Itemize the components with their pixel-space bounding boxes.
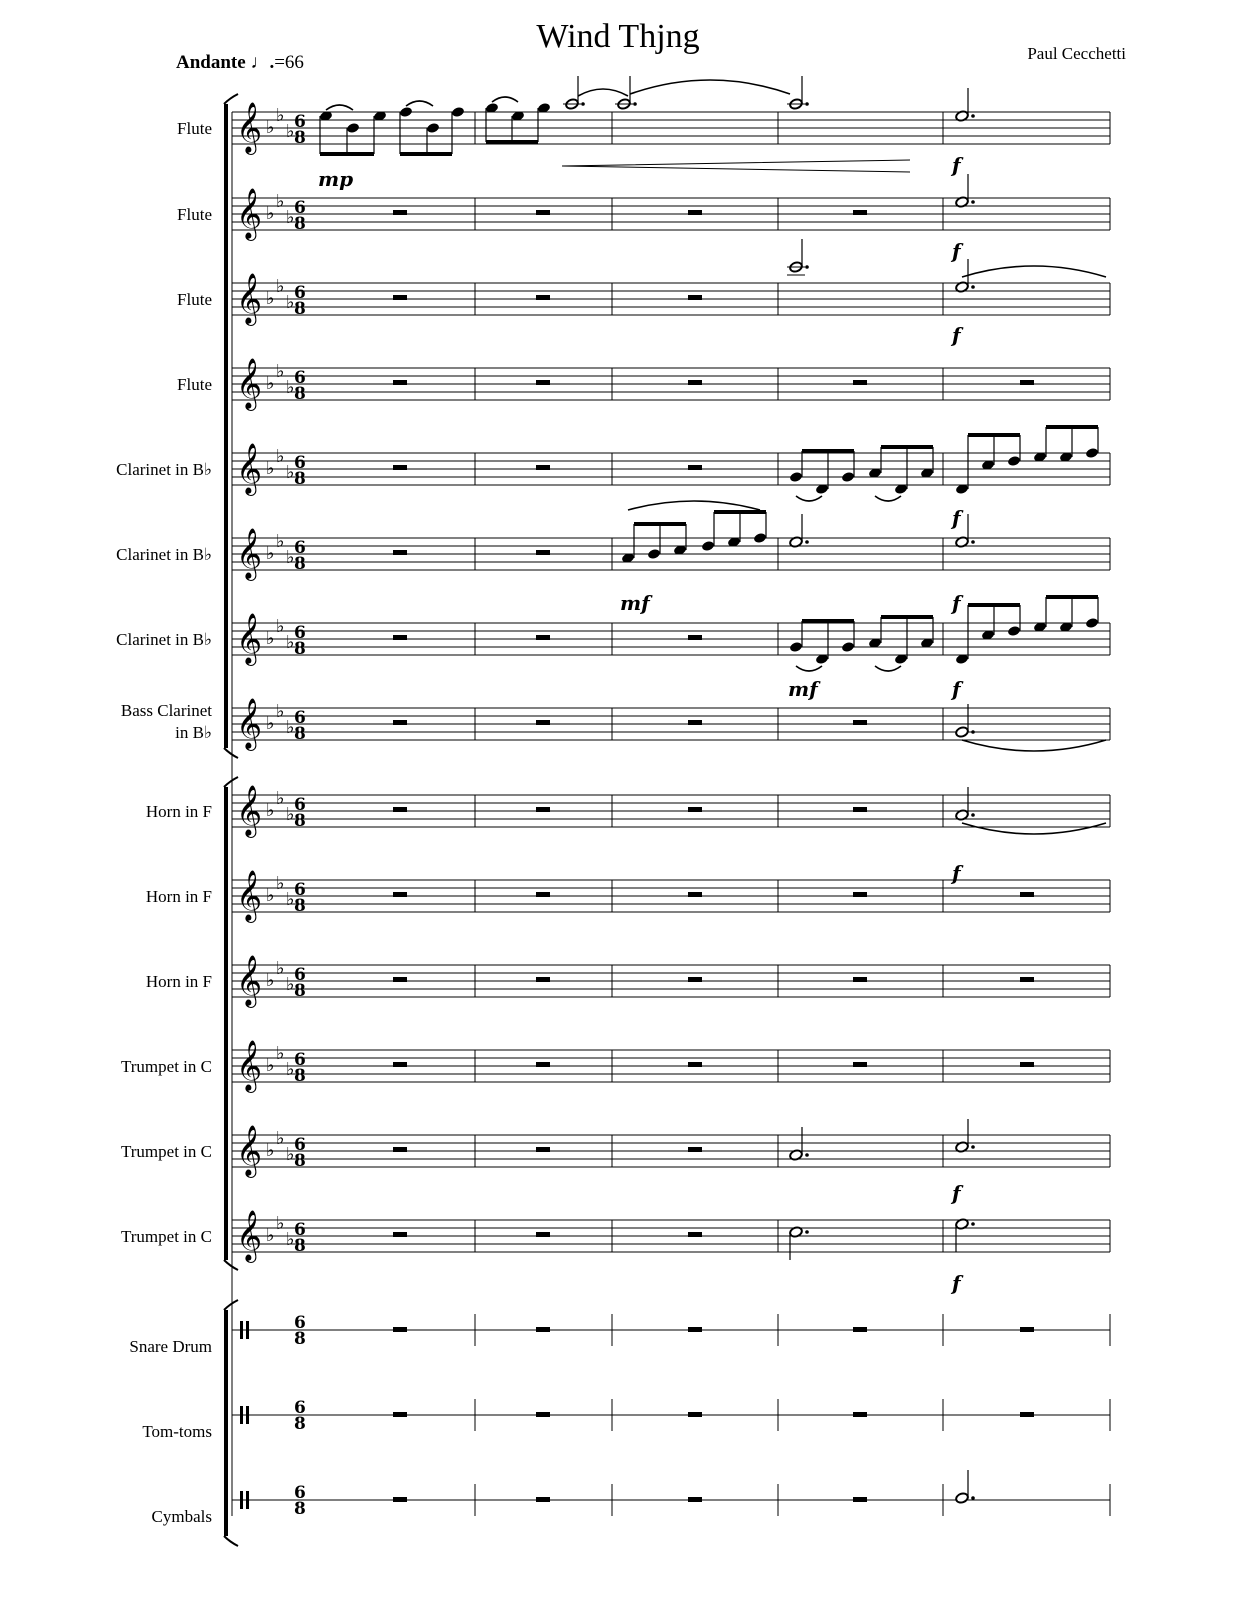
whole-rest xyxy=(393,465,407,470)
flat-icon: ♭ xyxy=(276,873,285,894)
time-sig-numerator: 6 xyxy=(294,112,306,132)
slur xyxy=(962,266,1106,277)
time-sig-numerator: 6 xyxy=(294,708,306,728)
slur xyxy=(962,823,1106,834)
treble-clef-icon: 𝄞 xyxy=(236,785,263,836)
staff-label: Flute xyxy=(177,205,212,224)
flat-icon: ♭ xyxy=(266,543,275,564)
dynamic-f: f xyxy=(952,239,961,263)
whole-rest xyxy=(688,1412,702,1417)
whole-rest xyxy=(1020,1327,1034,1332)
slur xyxy=(578,89,628,96)
whole-rest xyxy=(536,1327,550,1332)
group-bracket xyxy=(224,1260,238,1270)
treble-clef-icon: 𝄞 xyxy=(236,358,263,409)
group-bracket xyxy=(224,1300,238,1310)
eighth-note xyxy=(451,106,465,118)
slur xyxy=(406,101,433,106)
eighth-note xyxy=(701,540,715,552)
dotted-half-rest xyxy=(1020,977,1034,982)
augmentation-dot xyxy=(805,265,809,269)
flat-icon: ♭ xyxy=(276,105,285,126)
whole-rest xyxy=(536,465,550,470)
whole-rest xyxy=(393,977,407,982)
time-sig-numerator: 6 xyxy=(294,283,306,303)
staff-label: Clarinet in B♭ xyxy=(116,460,212,479)
time-sig-denominator: 8 xyxy=(294,1236,306,1256)
whole-rest xyxy=(853,1062,867,1067)
time-sig-numerator: 6 xyxy=(294,538,306,558)
whole-rest xyxy=(536,977,550,982)
flat-icon: ♭ xyxy=(276,276,285,297)
augmentation-dot xyxy=(805,540,809,544)
flat-icon: ♭ xyxy=(286,889,295,910)
augmentation-dot xyxy=(805,102,809,106)
tempo-text: Andante xyxy=(176,52,246,73)
time-sig-numerator: 6 xyxy=(294,795,306,815)
whole-rest xyxy=(853,720,867,725)
whole-rest xyxy=(853,807,867,812)
slur xyxy=(326,105,353,110)
whole-rest xyxy=(393,1232,407,1237)
flat-icon: ♭ xyxy=(266,288,275,309)
time-sig-denominator: 8 xyxy=(294,128,306,148)
whole-rest xyxy=(688,1232,702,1237)
staff-label: Snare Drum xyxy=(129,1337,212,1356)
time-sig-denominator: 8 xyxy=(294,469,306,489)
time-sig-numerator: 6 xyxy=(294,1398,306,1418)
dynamic-mf: mf xyxy=(788,677,818,701)
whole-rest xyxy=(688,1062,702,1067)
whole-rest xyxy=(1020,1412,1034,1417)
flat-icon: ♭ xyxy=(286,1229,295,1250)
whole-rest xyxy=(536,550,550,555)
flat-icon: ♭ xyxy=(276,958,285,979)
whole-rest xyxy=(688,635,702,640)
marks-layer xyxy=(236,76,1106,1519)
whole-rest xyxy=(536,210,550,215)
staff-label: Flute xyxy=(177,375,212,394)
staff-label: Trumpet in C xyxy=(120,1057,212,1076)
eighth-note xyxy=(789,471,803,483)
dotted-half-rest xyxy=(1020,380,1034,385)
staff-label: Flute xyxy=(177,290,212,309)
treble-clef-icon: 𝄞 xyxy=(236,1125,263,1176)
whole-rest xyxy=(853,380,867,385)
augmentation-dot xyxy=(805,1153,809,1157)
eighth-note xyxy=(841,641,855,653)
whole-rest xyxy=(688,720,702,725)
slur xyxy=(630,80,790,94)
time-sig-numerator: 6 xyxy=(294,880,306,900)
whole-rest xyxy=(1020,892,1034,897)
time-sig-numerator: 6 xyxy=(294,1050,306,1070)
flat-icon: ♭ xyxy=(276,361,285,382)
staff-label-line: in B♭ xyxy=(175,723,212,742)
time-sig-numerator: 6 xyxy=(294,623,306,643)
flat-icon: ♭ xyxy=(276,1043,285,1064)
whole-rest xyxy=(393,550,407,555)
staff-label: Flute xyxy=(177,119,212,138)
whole-rest xyxy=(393,1147,407,1152)
augmentation-dot xyxy=(971,114,975,118)
eighth-note xyxy=(1085,447,1099,459)
staff-label: Trumpet in C xyxy=(120,1142,212,1161)
time-sig-numerator: 6 xyxy=(294,453,306,473)
flat-icon: ♭ xyxy=(286,292,295,313)
flat-icon: ♭ xyxy=(286,547,295,568)
whole-rest xyxy=(393,720,407,725)
time-sig-denominator: 8 xyxy=(294,981,306,1001)
time-sig-denominator: 8 xyxy=(294,214,306,234)
dynamic-f: f xyxy=(952,591,961,615)
whole-rest xyxy=(688,1147,702,1152)
composer-name: Paul Cecchetti xyxy=(1027,44,1126,63)
dynamic-f: f xyxy=(952,323,961,347)
time-sig-numerator: 6 xyxy=(294,368,306,388)
flat-icon: ♭ xyxy=(286,207,295,228)
time-sig-denominator: 8 xyxy=(294,1151,306,1171)
flat-icon: ♭ xyxy=(286,121,295,142)
dynamic-f: f xyxy=(952,1271,961,1295)
treble-clef-icon: 𝄞 xyxy=(236,698,263,749)
treble-clef-icon: 𝄞 xyxy=(236,870,263,921)
eighth-note xyxy=(346,122,360,134)
flat-icon: ♭ xyxy=(286,974,295,995)
whole-rest xyxy=(393,1062,407,1067)
whole-rest xyxy=(536,635,550,640)
dynamic-f: f xyxy=(952,153,961,177)
whole-rest xyxy=(393,892,407,897)
dotted-half-note xyxy=(955,726,969,738)
treble-clef-icon: 𝄞 xyxy=(236,1210,263,1261)
slur xyxy=(796,496,822,501)
eighth-note xyxy=(426,122,440,134)
time-sig-numerator: 6 xyxy=(294,1135,306,1155)
time-sig-denominator: 8 xyxy=(294,384,306,404)
flat-icon: ♭ xyxy=(276,616,285,637)
treble-clef-icon: 𝄞 xyxy=(236,443,263,494)
whole-rest xyxy=(688,807,702,812)
treble-clef-icon: 𝄞 xyxy=(236,1040,263,1091)
flat-icon: ♭ xyxy=(286,1059,295,1080)
flat-icon: ♭ xyxy=(266,1055,275,1076)
whole-rest xyxy=(688,210,702,215)
whole-rest xyxy=(536,295,550,300)
slur xyxy=(492,97,518,102)
time-sig-denominator: 8 xyxy=(294,1499,306,1519)
augmentation-dot xyxy=(805,1230,809,1234)
whole-rest xyxy=(536,892,550,897)
eighth-note xyxy=(841,471,855,483)
score-title: Wind Thjng xyxy=(536,18,700,55)
augmentation-dot xyxy=(971,1222,975,1226)
whole-rest xyxy=(393,635,407,640)
whole-rest xyxy=(536,380,550,385)
staff-label: Horn in F xyxy=(145,887,212,906)
flat-icon: ♭ xyxy=(266,1140,275,1161)
staff-label: Clarinet in B♭ xyxy=(116,630,212,649)
flat-icon: ♭ xyxy=(276,1213,285,1234)
slur xyxy=(875,496,901,501)
whole-rest xyxy=(688,380,702,385)
time-sig-denominator: 8 xyxy=(294,299,306,319)
percussion-clef-icon xyxy=(246,1491,249,1509)
treble-clef-icon: 𝄞 xyxy=(236,102,263,153)
augmentation-dot xyxy=(581,102,585,106)
time-sig-denominator: 8 xyxy=(294,639,306,659)
staves-layer xyxy=(224,94,1110,1546)
slur xyxy=(962,740,1106,751)
flat-icon: ♭ xyxy=(266,458,275,479)
flat-icon: ♭ xyxy=(266,713,275,734)
tempo-note-icon: ♩. xyxy=(250,52,275,73)
whole-rest xyxy=(393,380,407,385)
augmentation-dot xyxy=(971,1145,975,1149)
time-sig-denominator: 8 xyxy=(294,724,306,744)
slur xyxy=(628,501,760,510)
whole-rest xyxy=(853,892,867,897)
augmentation-dot xyxy=(971,813,975,817)
whole-rest xyxy=(393,210,407,215)
dynamic-f: f xyxy=(952,1181,961,1205)
flat-icon: ♭ xyxy=(276,788,285,809)
whole-rest xyxy=(853,1327,867,1332)
time-sig-numerator: 6 xyxy=(294,198,306,218)
staff-label-line: Bass Clarinet xyxy=(120,701,212,720)
percussion-clef-icon xyxy=(240,1321,243,1339)
whole-rest xyxy=(853,977,867,982)
augmentation-dot xyxy=(971,285,975,289)
dotted-half-note xyxy=(955,1492,969,1504)
whole-rest xyxy=(393,807,407,812)
flat-icon: ♭ xyxy=(286,804,295,825)
whole-rest xyxy=(536,807,550,812)
staff-label: Horn in F xyxy=(145,802,212,821)
whole-rest xyxy=(536,1062,550,1067)
treble-clef-icon: 𝄞 xyxy=(236,188,263,239)
flat-icon: ♭ xyxy=(276,191,285,212)
flat-icon: ♭ xyxy=(286,377,295,398)
eighth-note xyxy=(1007,455,1021,467)
time-sig-numerator: 6 xyxy=(294,1483,306,1503)
time-sig-denominator: 8 xyxy=(294,1066,306,1086)
augmentation-dot xyxy=(971,1496,975,1500)
eighth-note xyxy=(399,106,413,118)
flat-icon: ♭ xyxy=(286,462,295,483)
augmentation-dot xyxy=(971,540,975,544)
staff-label: Cymbals xyxy=(151,1507,212,1526)
flat-icon: ♭ xyxy=(266,1225,275,1246)
time-sig-denominator: 8 xyxy=(294,896,306,916)
augmentation-dot xyxy=(971,730,975,734)
flat-icon: ♭ xyxy=(276,531,285,552)
percussion-clef-icon xyxy=(246,1406,249,1424)
percussion-clef-icon xyxy=(240,1491,243,1509)
whole-rest xyxy=(393,1327,407,1332)
treble-clef-icon: 𝄞 xyxy=(236,613,263,664)
crescendo-hairpin xyxy=(562,160,910,172)
flat-icon: ♭ xyxy=(266,885,275,906)
eighth-note xyxy=(1007,625,1021,637)
flat-icon: ♭ xyxy=(266,117,275,138)
flat-icon: ♭ xyxy=(286,1144,295,1165)
time-sig-denominator: 8 xyxy=(294,1329,306,1349)
whole-rest xyxy=(853,1412,867,1417)
time-sig-denominator: 8 xyxy=(294,1414,306,1434)
time-sig-numerator: 6 xyxy=(294,1313,306,1333)
flat-icon: ♭ xyxy=(266,203,275,224)
whole-rest xyxy=(536,1147,550,1152)
dynamic-mp: mp xyxy=(318,167,354,191)
dynamic-f: f xyxy=(952,861,961,885)
whole-rest xyxy=(1020,1062,1034,1067)
group-bracket xyxy=(224,748,238,758)
staff-label: Horn in F xyxy=(145,972,212,991)
treble-clef-icon: 𝄞 xyxy=(236,273,263,324)
whole-rest xyxy=(688,1327,702,1332)
whole-rest xyxy=(536,1497,550,1502)
whole-rest xyxy=(536,1232,550,1237)
flat-icon: ♭ xyxy=(276,446,285,467)
slur xyxy=(875,666,901,671)
flat-icon: ♭ xyxy=(266,628,275,649)
tempo-value: =66 xyxy=(274,52,304,73)
flat-icon: ♭ xyxy=(276,701,285,722)
dynamic-mf: mf xyxy=(620,591,650,615)
treble-clef-icon: 𝄞 xyxy=(236,955,263,1006)
whole-rest xyxy=(688,977,702,982)
whole-rest xyxy=(393,1412,407,1417)
time-sig-denominator: 8 xyxy=(294,554,306,574)
flat-icon: ♭ xyxy=(266,373,275,394)
whole-rest xyxy=(393,295,407,300)
whole-rest xyxy=(688,465,702,470)
whole-rest xyxy=(393,1497,407,1502)
percussion-clef-icon xyxy=(246,1321,249,1339)
whole-rest xyxy=(853,1497,867,1502)
flat-icon: ♭ xyxy=(286,717,295,738)
percussion-clef-icon xyxy=(240,1406,243,1424)
whole-rest xyxy=(853,210,867,215)
augmentation-dot xyxy=(971,200,975,204)
time-sig-numerator: 6 xyxy=(294,1220,306,1240)
whole-rest xyxy=(688,892,702,897)
dynamic-f: f xyxy=(952,677,961,701)
whole-rest xyxy=(688,295,702,300)
time-sig-numerator: 6 xyxy=(294,965,306,985)
whole-rest xyxy=(536,720,550,725)
staff-label: Tom-toms xyxy=(142,1422,212,1441)
flat-icon: ♭ xyxy=(266,970,275,991)
whole-rest xyxy=(536,1412,550,1417)
time-sig-denominator: 8 xyxy=(294,811,306,831)
group-bracket xyxy=(224,1536,238,1546)
eighth-note xyxy=(1085,617,1099,629)
eighth-note xyxy=(789,641,803,653)
flat-icon: ♭ xyxy=(266,800,275,821)
treble-clef-icon: 𝄞 xyxy=(236,528,263,579)
flat-icon: ♭ xyxy=(286,632,295,653)
whole-rest xyxy=(688,1497,702,1502)
eighth-note xyxy=(753,532,767,544)
slur xyxy=(796,666,822,671)
dynamic-f: f xyxy=(952,506,961,530)
flat-icon: ♭ xyxy=(276,1128,285,1149)
staff-label: Trumpet in C xyxy=(120,1227,212,1246)
augmentation-dot xyxy=(633,102,637,106)
eighth-note xyxy=(647,548,661,560)
staff-label: Clarinet in B♭ xyxy=(116,545,212,564)
